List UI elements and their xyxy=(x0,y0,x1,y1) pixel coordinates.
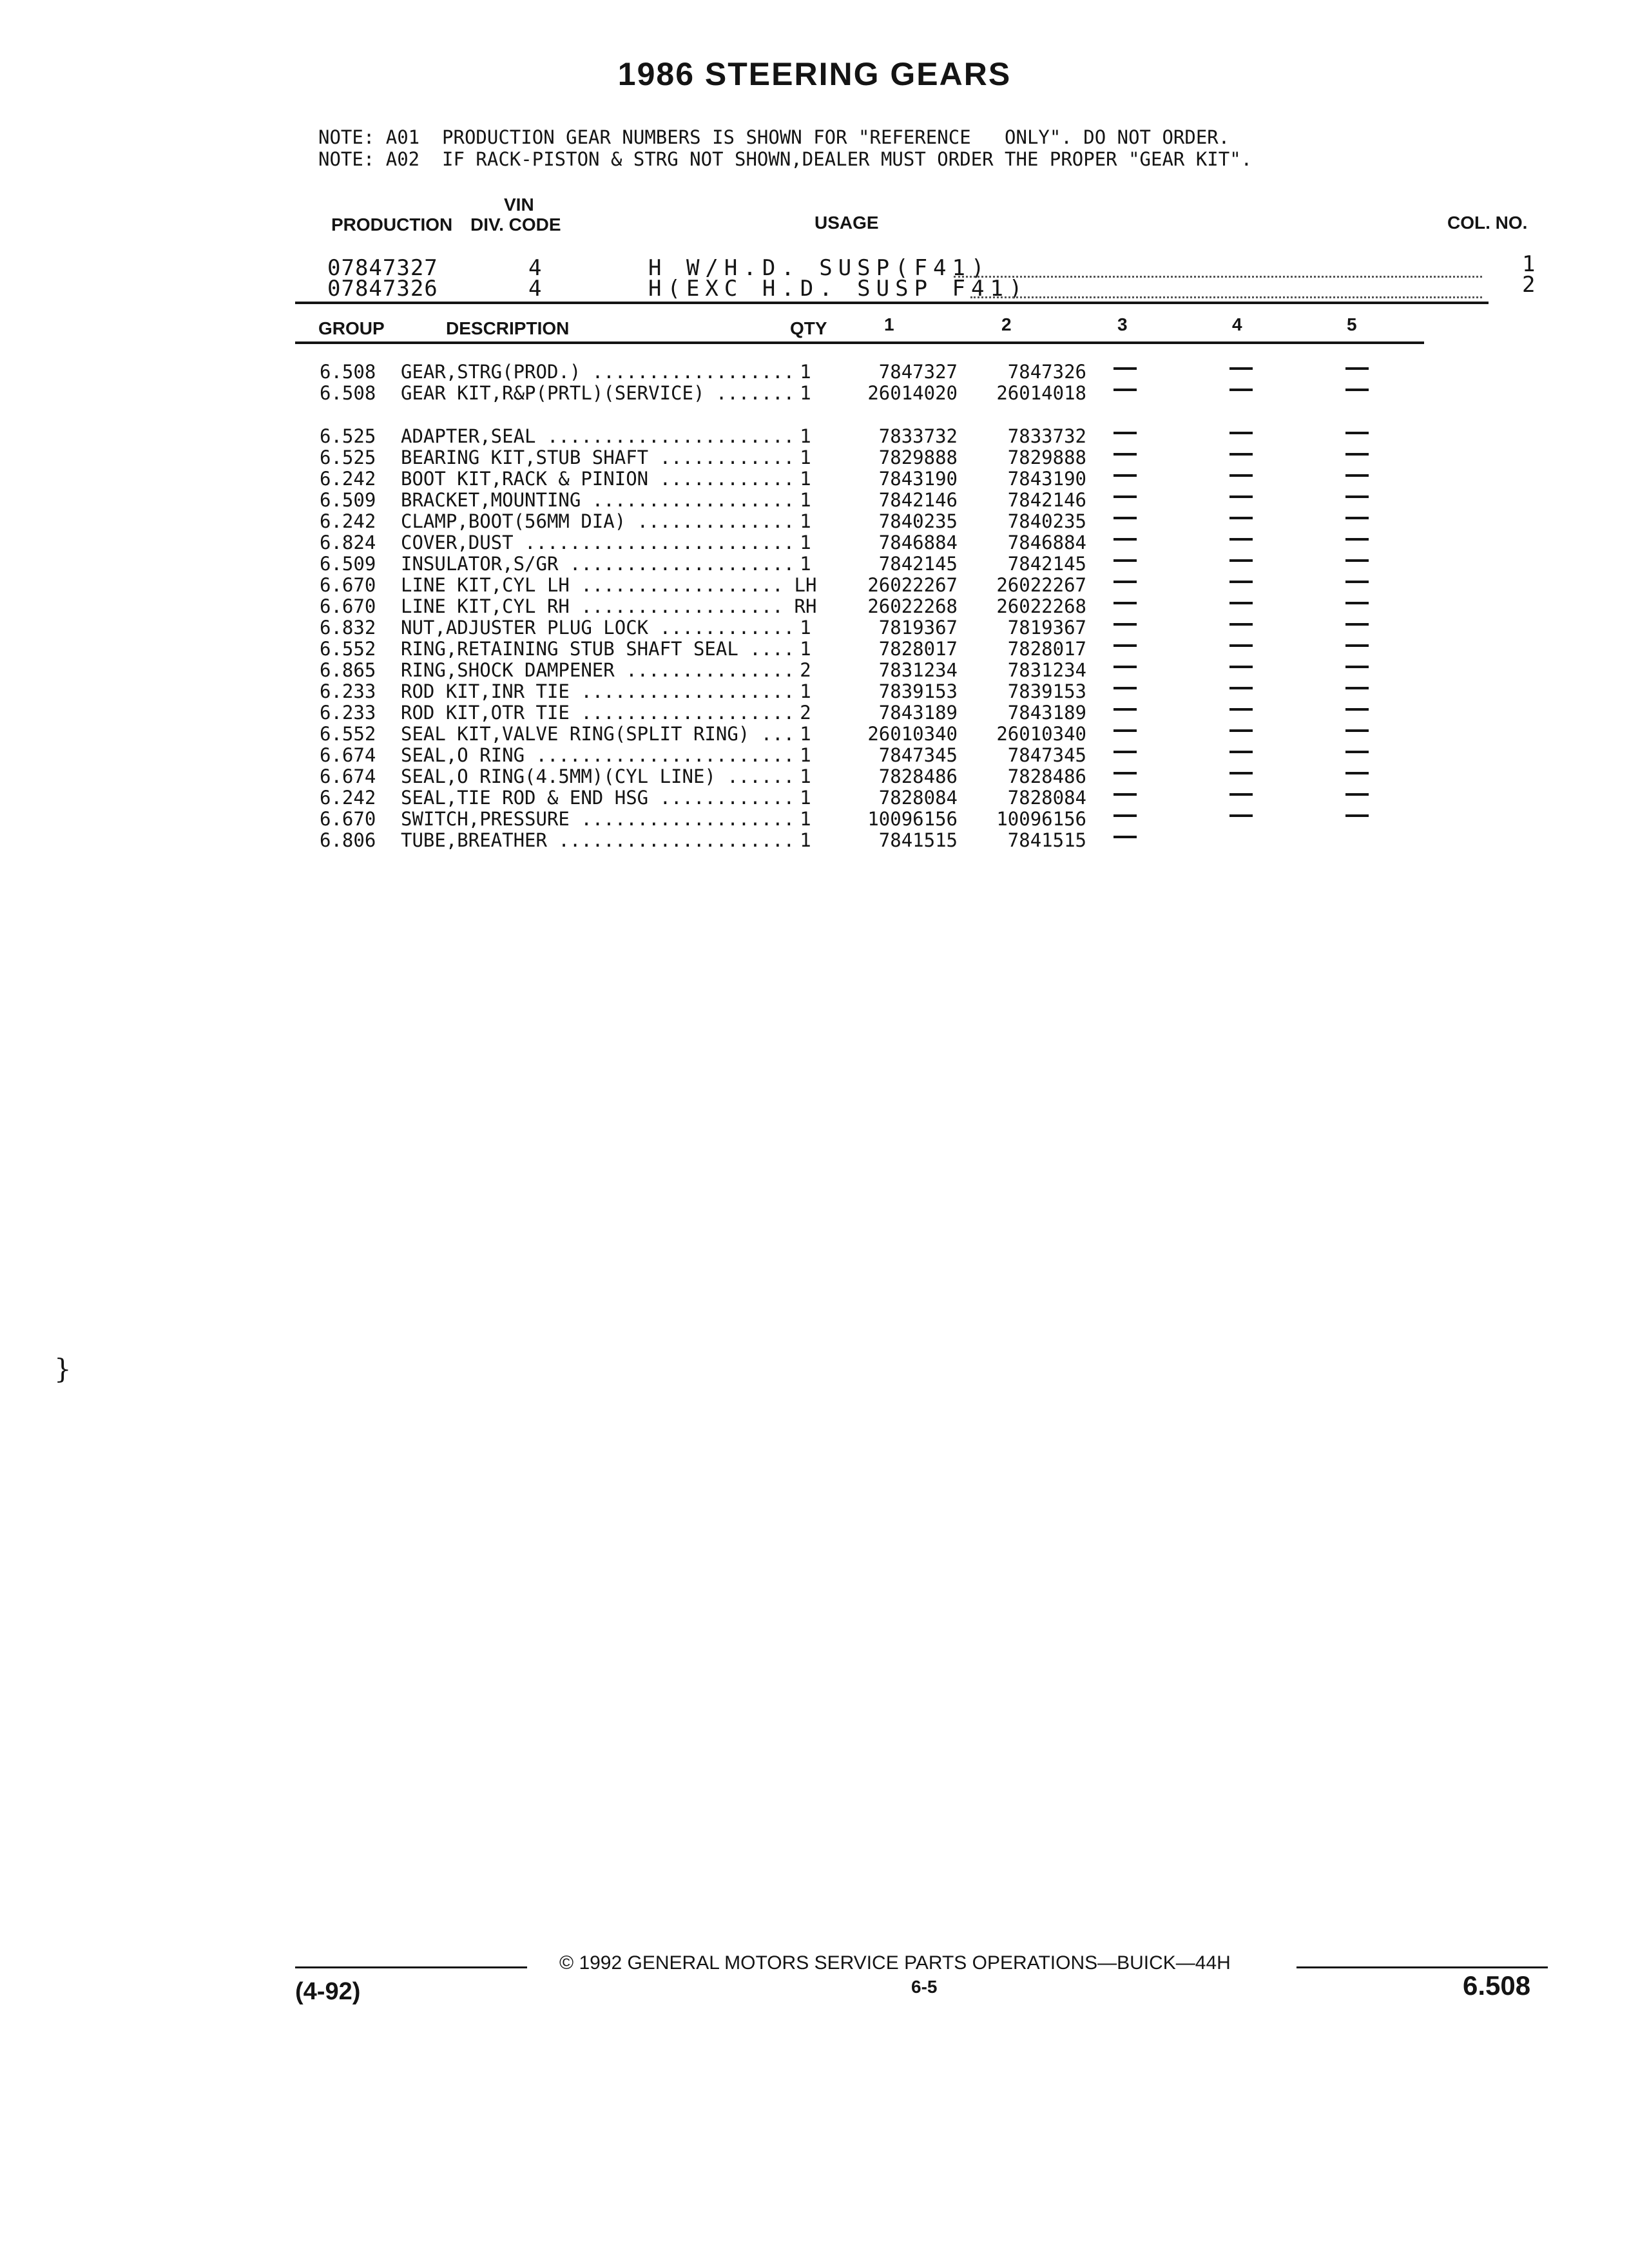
description-cell: SEAL,O RING(4.5MM)(CYL LINE) ...... xyxy=(401,765,795,787)
table-header-rule xyxy=(295,341,1424,344)
col4-dash xyxy=(1229,666,1253,668)
col3-dash xyxy=(1113,793,1137,796)
production-header: PRODUCTION xyxy=(331,215,453,235)
description-cell: TUBE,BREATHER ..................... xyxy=(401,829,795,851)
col4-dash xyxy=(1229,389,1253,391)
col3-dash xyxy=(1113,517,1137,519)
col2-part-number: 10096156 xyxy=(996,808,1086,830)
leader-dots xyxy=(970,281,1482,298)
group-cell: 6.824 xyxy=(320,532,376,553)
qty-cell: 1 xyxy=(800,680,811,702)
col1-part-number: 7847345 xyxy=(878,744,958,766)
group-cell: 6.552 xyxy=(320,723,376,745)
col4-dash xyxy=(1229,517,1253,519)
qty-cell: 1 xyxy=(800,723,811,745)
col3-dash xyxy=(1113,836,1137,838)
group-cell: 6.508 xyxy=(320,382,376,404)
col5-dash xyxy=(1345,517,1369,519)
col2-part-number: 7841515 xyxy=(1007,829,1086,851)
col4-dash xyxy=(1229,793,1253,796)
col5-dash xyxy=(1345,367,1369,370)
col5-dash xyxy=(1345,751,1369,753)
col5-dash xyxy=(1345,814,1369,817)
col-header-4: 4 xyxy=(1232,314,1242,334)
production-usage: H W/H.D. SUSP(F41) xyxy=(648,255,990,281)
col5-dash xyxy=(1345,729,1369,732)
col3-dash xyxy=(1113,559,1137,562)
group-cell: 6.552 xyxy=(320,638,376,660)
col3-dash xyxy=(1113,453,1137,456)
col4-dash xyxy=(1229,751,1253,753)
qty-cell: 1 xyxy=(800,510,811,532)
description-cell: SEAL,O RING ....................... xyxy=(401,744,795,766)
description-cell: SEAL KIT,VALVE RING(SPLIT RING) ... xyxy=(401,723,795,745)
col4-dash xyxy=(1229,623,1253,626)
description-cell: ROD KIT,OTR TIE ................... xyxy=(401,702,795,724)
group-cell: 6.674 xyxy=(320,744,376,766)
col2-part-number: 7846884 xyxy=(1007,532,1086,553)
group-cell: 6.674 xyxy=(320,765,376,787)
col2-part-number: 7828017 xyxy=(1007,638,1086,660)
qty-cell: 1 xyxy=(800,468,811,490)
col5-dash xyxy=(1345,687,1369,689)
col4-dash xyxy=(1229,708,1253,711)
col-header-5: 5 xyxy=(1347,314,1357,334)
col5-dash xyxy=(1345,559,1369,562)
group-header: GROUP xyxy=(318,318,385,338)
col5-dash xyxy=(1345,474,1369,477)
col4-dash xyxy=(1229,729,1253,732)
col-header-2: 2 xyxy=(1001,314,1012,334)
qty-cell: 1 xyxy=(800,489,811,511)
div-code-header: DIV. CODE xyxy=(470,215,561,235)
description-cell: BRACKET,MOUNTING .................. xyxy=(401,489,795,511)
note-a02: NOTE: A02 IF RACK-PISTON & STRG NOT SHOWN,DEALER MUST ORDER THE PROPER "GEAR KIT". xyxy=(318,148,1253,170)
description-cell: SEAL,TIE ROD & END HSG ............ xyxy=(401,787,795,809)
qty-cell: 1 xyxy=(800,787,811,809)
qty-cell: 1 xyxy=(800,744,811,766)
description-cell: GEAR,STRG(PROD.) .................. xyxy=(401,361,795,383)
col3-dash xyxy=(1113,389,1137,391)
section-number: 6.508 xyxy=(1463,1970,1531,2001)
col5-dash xyxy=(1345,495,1369,498)
margin-mark: } xyxy=(54,1353,72,1385)
col2-part-number: 26010340 xyxy=(996,723,1086,745)
col2-part-number: 7831234 xyxy=(1007,659,1086,681)
col4-dash xyxy=(1229,559,1253,562)
header-rule xyxy=(295,302,1489,304)
col1-part-number: 7819367 xyxy=(878,617,958,639)
col2-part-number: 7847345 xyxy=(1007,744,1086,766)
description-cell: LINE KIT,CYL RH .................. xyxy=(401,595,784,617)
col5-dash xyxy=(1345,602,1369,604)
col5-dash xyxy=(1345,644,1369,647)
col4-dash xyxy=(1229,814,1253,817)
col5-dash xyxy=(1345,666,1369,668)
col3-dash xyxy=(1113,687,1137,689)
col2-part-number: 7839153 xyxy=(1007,680,1086,702)
col1-part-number: 7840235 xyxy=(878,510,958,532)
col5-dash xyxy=(1345,581,1369,583)
group-cell: 6.509 xyxy=(320,553,376,575)
production-div: 4 xyxy=(528,255,543,281)
col4-dash xyxy=(1229,772,1253,774)
col2-part-number: 7840235 xyxy=(1007,510,1086,532)
footer-rule-left xyxy=(295,1966,527,1968)
group-cell: 6.865 xyxy=(320,659,376,681)
qty-cell: 2 xyxy=(800,702,811,724)
col3-dash xyxy=(1113,666,1137,668)
col1-part-number: 7842145 xyxy=(878,553,958,575)
col4-dash xyxy=(1229,687,1253,689)
col3-dash xyxy=(1113,623,1137,626)
col3-dash xyxy=(1113,729,1137,732)
col1-part-number: 26014020 xyxy=(867,382,958,404)
col2-part-number: 7842146 xyxy=(1007,489,1086,511)
note-a01: NOTE: A01 PRODUCTION GEAR NUMBERS IS SHOWN FOR "REFERENCE ONLY". DO NOT ORDER. xyxy=(318,126,1230,148)
qty-cell: 1 xyxy=(800,425,811,447)
col4-dash xyxy=(1229,495,1253,498)
col3-dash xyxy=(1113,367,1137,370)
footer-rule-right xyxy=(1296,1966,1548,1968)
description-cell: NUT,ADJUSTER PLUG LOCK ............ xyxy=(401,617,795,639)
col1-part-number: 7831234 xyxy=(878,659,958,681)
qty-cell: 1 xyxy=(800,382,811,404)
qty-cell: RH xyxy=(794,595,817,617)
col1-part-number: 26022268 xyxy=(867,595,958,617)
description-header: DESCRIPTION xyxy=(446,318,570,338)
group-cell: 6.509 xyxy=(320,489,376,511)
col1-part-number: 10096156 xyxy=(867,808,958,830)
col1-part-number: 7828084 xyxy=(878,787,958,809)
col2-part-number: 7842145 xyxy=(1007,553,1086,575)
col4-dash xyxy=(1229,432,1253,434)
qty-cell: LH xyxy=(794,574,817,596)
col5-dash xyxy=(1345,793,1369,796)
col3-dash xyxy=(1113,708,1137,711)
leader-dots xyxy=(954,260,1482,278)
col5-dash xyxy=(1345,432,1369,434)
description-cell: SWITCH,PRESSURE ................... xyxy=(401,808,795,830)
col5-dash xyxy=(1345,772,1369,774)
description-cell: COVER,DUST ........................ xyxy=(401,532,795,553)
group-cell: 6.525 xyxy=(320,425,376,447)
col2-part-number: 7843190 xyxy=(1007,468,1086,490)
qty-cell: 1 xyxy=(800,532,811,553)
col5-dash xyxy=(1345,623,1369,626)
group-cell: 6.670 xyxy=(320,808,376,830)
col2-part-number: 26022268 xyxy=(996,595,1086,617)
qty-cell: 1 xyxy=(800,361,811,383)
col3-dash xyxy=(1113,814,1137,817)
col3-dash xyxy=(1113,538,1137,541)
col2-part-number: 7843189 xyxy=(1007,702,1086,724)
col-no: 2 xyxy=(1522,272,1536,298)
col3-dash xyxy=(1113,772,1137,774)
group-cell: 6.233 xyxy=(320,680,376,702)
production-number: 07847327 xyxy=(327,255,438,281)
col3-dash xyxy=(1113,751,1137,753)
group-cell: 6.242 xyxy=(320,510,376,532)
col4-dash xyxy=(1229,474,1253,477)
group-cell: 6.806 xyxy=(320,829,376,851)
group-cell: 6.508 xyxy=(320,361,376,383)
description-cell: INSULATOR,S/GR .................... xyxy=(401,553,795,575)
col1-part-number: 7828017 xyxy=(878,638,958,660)
col4-dash xyxy=(1229,581,1253,583)
page-reference: 6-5 xyxy=(911,1977,938,1997)
col2-part-number: 7847326 xyxy=(1007,361,1086,383)
qty-cell: 1 xyxy=(800,638,811,660)
description-cell: LINE KIT,CYL LH .................. xyxy=(401,574,784,596)
col2-part-number: 7833732 xyxy=(1007,425,1086,447)
col2-part-number: 7819367 xyxy=(1007,617,1086,639)
qty-cell: 1 xyxy=(800,617,811,639)
group-cell: 6.670 xyxy=(320,574,376,596)
col5-dash xyxy=(1345,453,1369,456)
description-cell: CLAMP,BOOT(56MM DIA) .............. xyxy=(401,510,795,532)
col3-dash xyxy=(1113,495,1137,498)
group-cell: 6.832 xyxy=(320,617,376,639)
description-cell: BEARING KIT,STUB SHAFT ............ xyxy=(401,447,795,468)
col2-part-number: 26014018 xyxy=(996,382,1086,404)
col3-dash xyxy=(1113,581,1137,583)
col-header-3: 3 xyxy=(1117,314,1128,334)
qty-cell: 1 xyxy=(800,808,811,830)
col1-part-number: 26010340 xyxy=(867,723,958,745)
qty-cell: 2 xyxy=(800,659,811,681)
col4-dash xyxy=(1229,644,1253,647)
col2-part-number: 7828084 xyxy=(1007,787,1086,809)
col1-part-number: 7843189 xyxy=(878,702,958,724)
group-cell: 6.670 xyxy=(320,595,376,617)
production-usage: H(EXC H.D. SUSP F41) xyxy=(648,276,1028,302)
col-no-header: COL. NO. xyxy=(1447,213,1528,233)
description-cell: ADAPTER,SEAL ...................... xyxy=(401,425,795,447)
qty-cell: 1 xyxy=(800,765,811,787)
qty-header: QTY xyxy=(790,318,827,338)
description-cell: RING,SHOCK DAMPENER ............... xyxy=(401,659,795,681)
col1-part-number: 7847327 xyxy=(878,361,958,383)
col4-dash xyxy=(1229,602,1253,604)
col1-part-number: 7833732 xyxy=(878,425,958,447)
description-cell: RING,RETAINING STUB SHAFT SEAL .... xyxy=(401,638,795,660)
col-no: 1 xyxy=(1522,251,1536,277)
usage-header: USAGE xyxy=(815,213,879,233)
qty-cell: 1 xyxy=(800,447,811,468)
col1-part-number: 7839153 xyxy=(878,680,958,702)
group-cell: 6.242 xyxy=(320,787,376,809)
col1-part-number: 7828486 xyxy=(878,765,958,787)
vin-header: VIN xyxy=(504,195,534,215)
col1-part-number: 7843190 xyxy=(878,468,958,490)
group-cell: 6.242 xyxy=(320,468,376,490)
group-cell: 6.233 xyxy=(320,702,376,724)
copyright-line: © 1992 GENERAL MOTORS SERVICE PARTS OPERATIONS—BUICK—44H xyxy=(559,1952,1231,1974)
col1-part-number: 7842146 xyxy=(878,489,958,511)
col3-dash xyxy=(1113,474,1137,477)
col1-part-number: 7846884 xyxy=(878,532,958,553)
col3-dash xyxy=(1113,644,1137,647)
col2-part-number: 7828486 xyxy=(1007,765,1086,787)
col4-dash xyxy=(1229,367,1253,370)
col5-dash xyxy=(1345,389,1369,391)
col1-part-number: 7829888 xyxy=(878,447,958,468)
description-cell: ROD KIT,INR TIE ................... xyxy=(401,680,795,702)
qty-cell: 1 xyxy=(800,829,811,851)
col3-dash xyxy=(1113,602,1137,604)
col3-dash xyxy=(1113,432,1137,434)
col1-part-number: 7841515 xyxy=(878,829,958,851)
description-cell: GEAR KIT,R&P(PRTL)(SERVICE) ....... xyxy=(401,382,795,404)
col-header-1: 1 xyxy=(884,314,894,334)
qty-cell: 1 xyxy=(800,553,811,575)
col5-dash xyxy=(1345,708,1369,711)
col4-dash xyxy=(1229,538,1253,541)
col4-dash xyxy=(1229,453,1253,456)
production-div: 4 xyxy=(528,276,543,302)
col5-dash xyxy=(1345,538,1369,541)
page-title: 1986 STEERING GEARS xyxy=(617,56,1012,92)
revision-date: (4-92) xyxy=(295,1978,361,2005)
col1-part-number: 26022267 xyxy=(867,574,958,596)
col2-part-number: 7829888 xyxy=(1007,447,1086,468)
production-number: 07847326 xyxy=(327,276,438,302)
group-cell: 6.525 xyxy=(320,447,376,468)
description-cell: BOOT KIT,RACK & PINION ............ xyxy=(401,468,795,490)
col2-part-number: 26022267 xyxy=(996,574,1086,596)
